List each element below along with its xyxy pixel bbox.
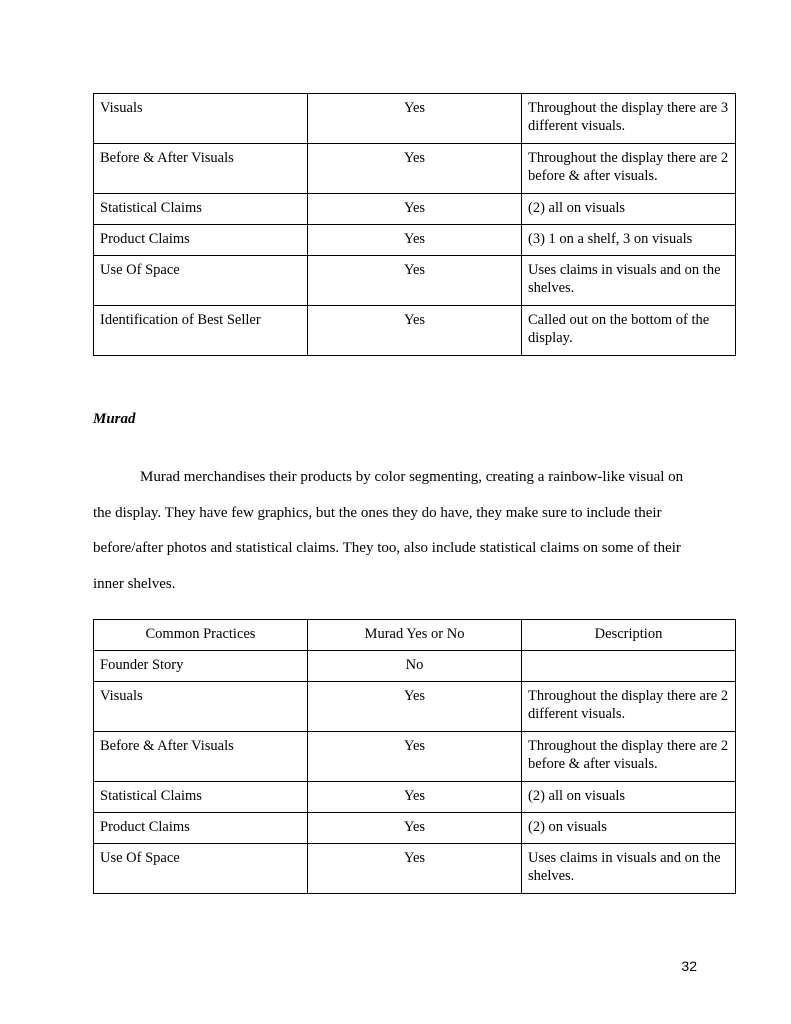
table-row bbox=[94, 844, 736, 894]
body-paragraph: Murad merchandises their products by color segmenting, creating a rainbow-like visual on the display. They have few graphics, but the ones they do have, they make sure to include their before/after photos and statistical claims. They too, also include statistical claims on some of their inner shelves. bbox=[93, 469, 684, 592]
page-number: 32 bbox=[681, 958, 697, 974]
description-cell: Throughout the display there are 2 before & after visuals. bbox=[522, 144, 736, 194]
description-cell: (3) 1 on a shelf, 3 on visuals bbox=[522, 225, 736, 256]
practice-cell: Product Claims bbox=[94, 225, 308, 256]
table-row bbox=[94, 94, 736, 144]
section-heading: Murad bbox=[93, 411, 136, 427]
practice-cell: Visuals bbox=[94, 94, 308, 144]
description-cell: Throughout the display there are 2 before & after visuals. bbox=[522, 732, 736, 782]
description-cell: (2) on visuals bbox=[522, 813, 736, 844]
column-header-practices: Common Practices bbox=[94, 620, 308, 651]
practice-cell: Founder Story bbox=[94, 651, 308, 682]
table-row bbox=[94, 306, 736, 356]
answer-cell: Yes bbox=[308, 144, 522, 194]
table-2 bbox=[93, 619, 736, 894]
practice-cell: Visuals bbox=[94, 682, 308, 732]
table-row bbox=[94, 732, 736, 782]
description-cell: (2) all on visuals bbox=[522, 194, 736, 225]
table-row bbox=[94, 813, 736, 844]
table-row bbox=[94, 651, 736, 682]
practice-cell: Statistical Claims bbox=[94, 782, 308, 813]
answer-cell: Yes bbox=[308, 306, 522, 356]
answer-cell: Yes bbox=[308, 682, 522, 732]
column-header-description: Description bbox=[522, 620, 736, 651]
description-cell: Called out on the bottom of the display. bbox=[522, 306, 736, 356]
description-cell: (2) all on visuals bbox=[522, 782, 736, 813]
practice-cell: Before & After Visuals bbox=[94, 144, 308, 194]
practice-cell: Before & After Visuals bbox=[94, 732, 308, 782]
description-cell: Uses claims in visuals and on the shelves. bbox=[522, 256, 736, 306]
table-1 bbox=[93, 93, 736, 356]
answer-cell: Yes bbox=[308, 782, 522, 813]
column-header-yes-no: Murad Yes or No bbox=[308, 620, 522, 651]
practice-cell: Use Of Space bbox=[94, 844, 308, 894]
table-row bbox=[94, 256, 736, 306]
description-cell: Throughout the display there are 3 different visuals. bbox=[522, 94, 736, 144]
description-cell: Throughout the display there are 2 different visuals. bbox=[522, 682, 736, 732]
answer-cell: Yes bbox=[308, 844, 522, 894]
practice-cell: Use Of Space bbox=[94, 256, 308, 306]
answer-cell: Yes bbox=[308, 94, 522, 144]
practice-cell: Product Claims bbox=[94, 813, 308, 844]
table-row bbox=[94, 682, 736, 732]
description-cell bbox=[522, 651, 736, 682]
answer-cell: Yes bbox=[308, 225, 522, 256]
table-row bbox=[94, 782, 736, 813]
practice-cell: Identification of Best Seller bbox=[94, 306, 308, 356]
description-cell: Uses claims in visuals and on the shelves. bbox=[522, 844, 736, 894]
practice-cell: Statistical Claims bbox=[94, 194, 308, 225]
table-header-row bbox=[94, 620, 736, 651]
table-row bbox=[94, 144, 736, 194]
answer-cell: Yes bbox=[308, 813, 522, 844]
table-row bbox=[94, 194, 736, 225]
table-row bbox=[94, 225, 736, 256]
answer-cell: Yes bbox=[308, 732, 522, 782]
answer-cell: Yes bbox=[308, 194, 522, 225]
answer-cell: Yes bbox=[308, 256, 522, 306]
answer-cell: No bbox=[308, 651, 522, 682]
